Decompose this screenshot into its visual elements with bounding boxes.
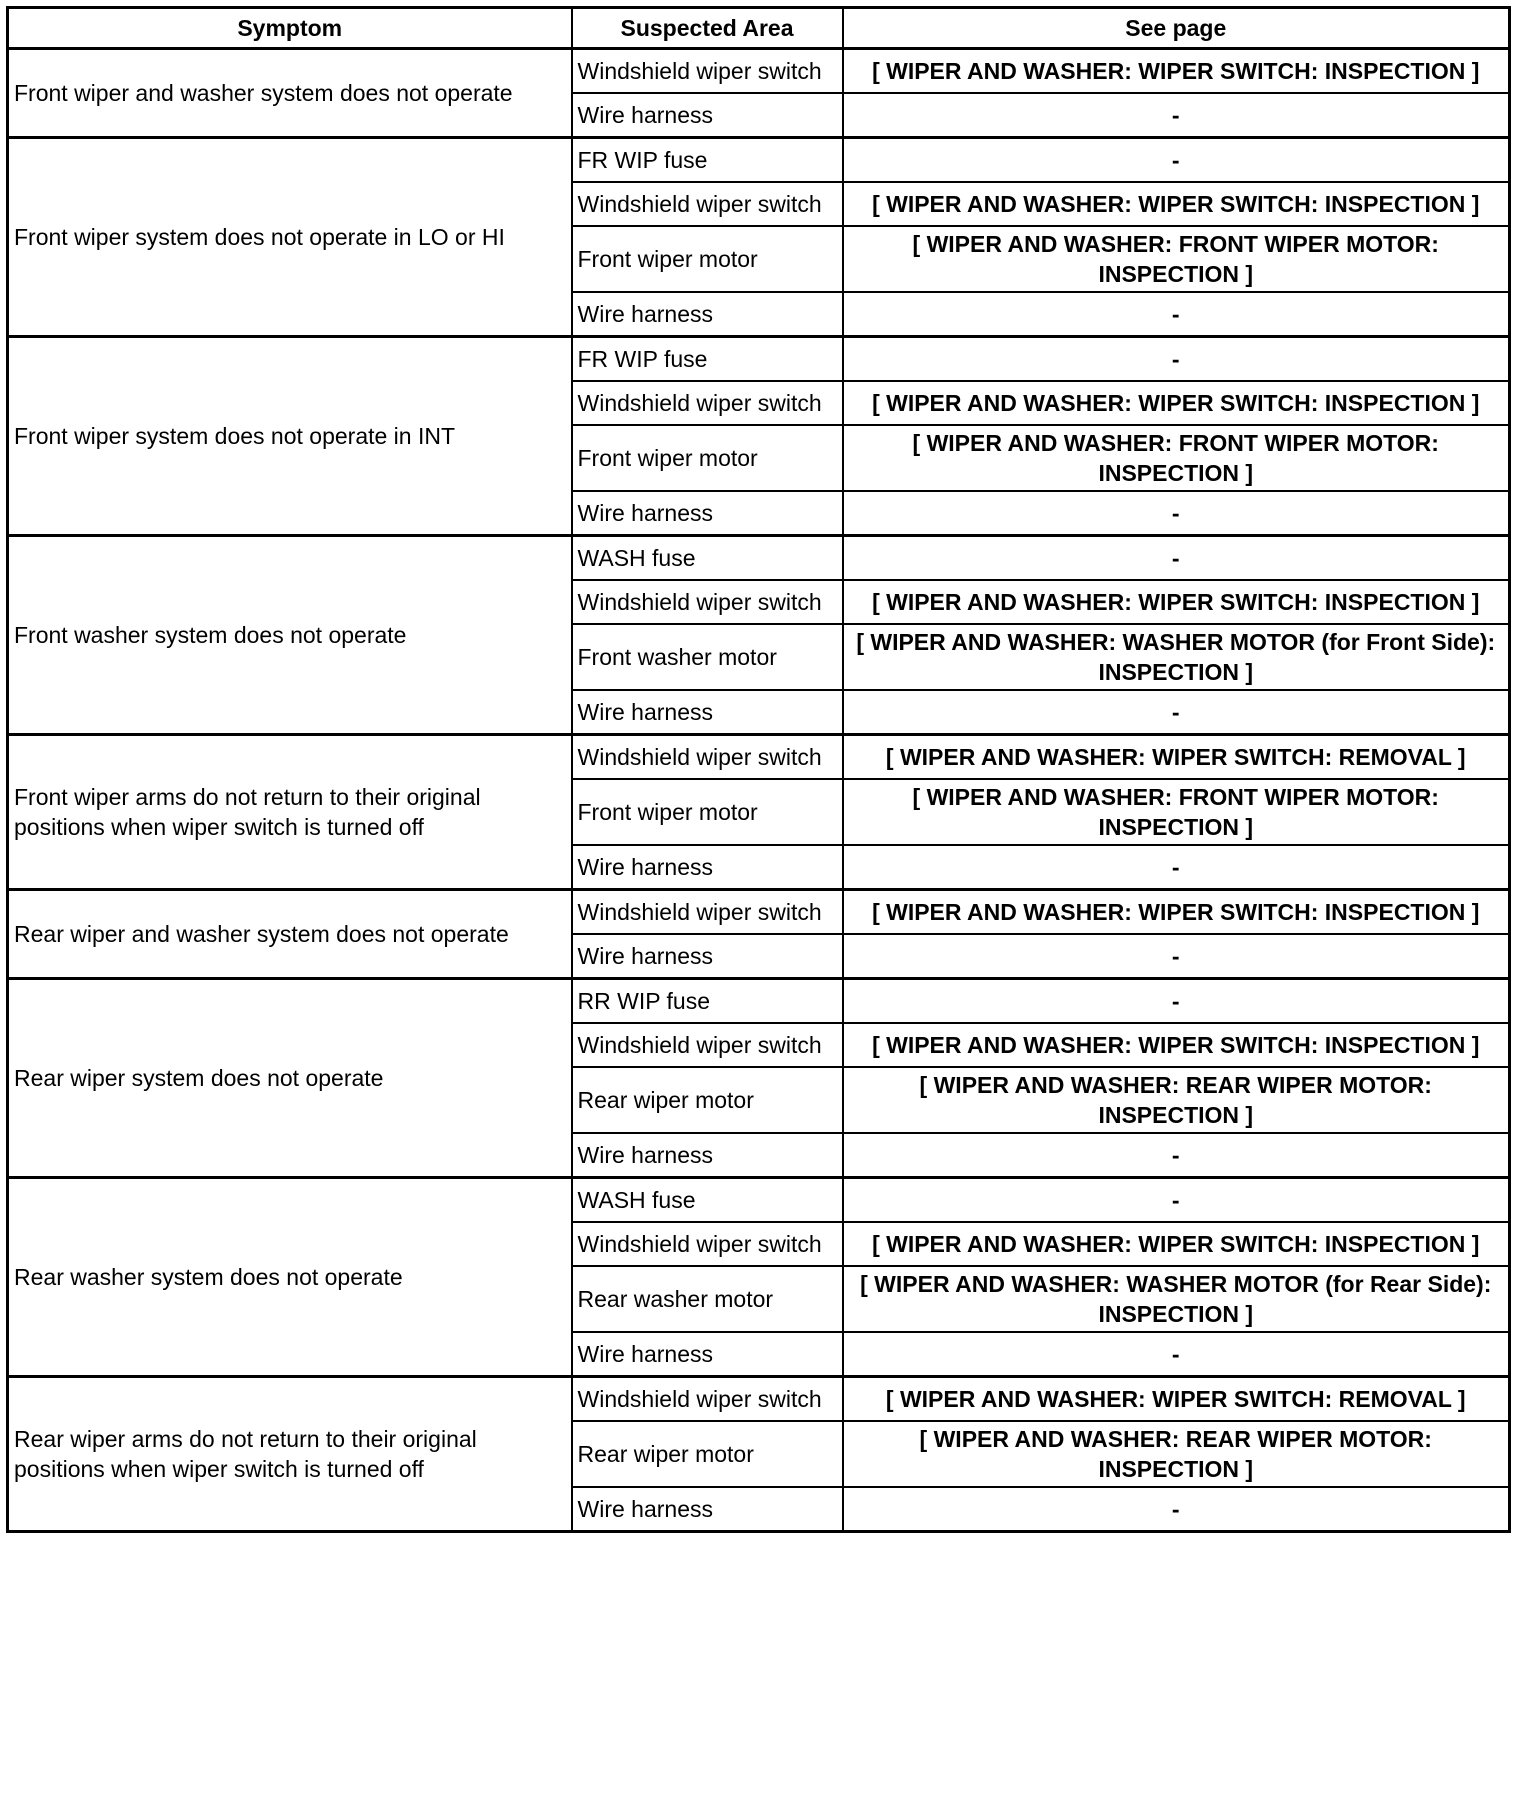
suspected-area-cell: Wire harness bbox=[572, 1487, 843, 1532]
see-page-cell: [ WIPER AND WASHER: WIPER SWITCH: INSPECTION ] bbox=[843, 1023, 1510, 1067]
suspected-area-cell: Front wiper motor bbox=[572, 425, 843, 491]
suspected-area-cell: Windshield wiper switch bbox=[572, 381, 843, 425]
suspected-area-cell: Wire harness bbox=[572, 1332, 843, 1377]
see-page-cell: - bbox=[843, 1178, 1510, 1223]
see-page-cell: [ WIPER AND WASHER: WIPER SWITCH: INSPECTION ] bbox=[843, 1222, 1510, 1266]
suspected-area-cell: Windshield wiper switch bbox=[572, 735, 843, 780]
table-row bbox=[8, 890, 1510, 935]
suspected-area-cell: Wire harness bbox=[572, 1133, 843, 1178]
header-suspected-area: Suspected Area bbox=[572, 8, 843, 49]
suspected-area-cell: RR WIP fuse bbox=[572, 979, 843, 1024]
see-page-cell: - bbox=[843, 93, 1510, 138]
see-page-cell: - bbox=[843, 1332, 1510, 1377]
table-body bbox=[8, 49, 1510, 1532]
header-see-page: See page bbox=[843, 8, 1510, 49]
suspected-area-cell: Front washer motor bbox=[572, 624, 843, 690]
table-row bbox=[8, 49, 1510, 94]
suspected-area-cell: Windshield wiper switch bbox=[572, 1023, 843, 1067]
see-page-cell: - bbox=[843, 491, 1510, 536]
see-page-cell: [ WIPER AND WASHER: WIPER SWITCH: REMOVAL ] bbox=[843, 1377, 1510, 1422]
suspected-area-cell: Front wiper motor bbox=[572, 226, 843, 292]
table-row bbox=[8, 979, 1510, 1024]
suspected-area-cell: Windshield wiper switch bbox=[572, 890, 843, 935]
see-page-cell: [ WIPER AND WASHER: WASHER MOTOR (for Front Side): INSPECTION ] bbox=[843, 624, 1510, 690]
see-page-cell: [ WIPER AND WASHER: WIPER SWITCH: REMOVAL ] bbox=[843, 735, 1510, 780]
suspected-area-cell: Windshield wiper switch bbox=[572, 580, 843, 624]
symptom-cell: Rear wiper and washer system does not operate bbox=[8, 890, 572, 979]
suspected-area-cell: Wire harness bbox=[572, 93, 843, 138]
suspected-area-cell: Windshield wiper switch bbox=[572, 49, 843, 94]
symptom-cell: Rear washer system does not operate bbox=[8, 1178, 572, 1377]
suspected-area-cell: Wire harness bbox=[572, 690, 843, 735]
troubleshooting-table-container bbox=[6, 6, 1511, 1533]
table-header-row bbox=[8, 8, 1510, 49]
symptom-cell: Rear wiper system does not operate bbox=[8, 979, 572, 1178]
header-symptom: Symptom bbox=[8, 8, 572, 49]
suspected-area-cell: Windshield wiper switch bbox=[572, 1222, 843, 1266]
see-page-cell: [ WIPER AND WASHER: WIPER SWITCH: INSPECTION ] bbox=[843, 580, 1510, 624]
see-page-cell: - bbox=[843, 292, 1510, 337]
table-row bbox=[8, 138, 1510, 183]
suspected-area-cell: FR WIP fuse bbox=[572, 138, 843, 183]
see-page-cell: - bbox=[843, 138, 1510, 183]
suspected-area-cell: Front wiper motor bbox=[572, 779, 843, 845]
see-page-cell: [ WIPER AND WASHER: WIPER SWITCH: INSPECTION ] bbox=[843, 49, 1510, 94]
see-page-cell: - bbox=[843, 845, 1510, 890]
suspected-area-cell: WASH fuse bbox=[572, 1178, 843, 1223]
suspected-area-cell: Windshield wiper switch bbox=[572, 182, 843, 226]
table-row bbox=[8, 735, 1510, 780]
suspected-area-cell: Wire harness bbox=[572, 491, 843, 536]
see-page-cell: - bbox=[843, 536, 1510, 581]
see-page-cell: [ WIPER AND WASHER: WASHER MOTOR (for Rear Side): INSPECTION ] bbox=[843, 1266, 1510, 1332]
see-page-cell: [ WIPER AND WASHER: REAR WIPER MOTOR: INSPECTION ] bbox=[843, 1067, 1510, 1133]
see-page-cell: [ WIPER AND WASHER: FRONT WIPER MOTOR: INSPECTION ] bbox=[843, 425, 1510, 491]
suspected-area-cell: Wire harness bbox=[572, 845, 843, 890]
table-row bbox=[8, 1377, 1510, 1422]
table-row bbox=[8, 337, 1510, 382]
suspected-area-cell: Rear washer motor bbox=[572, 1266, 843, 1332]
see-page-cell: [ WIPER AND WASHER: WIPER SWITCH: INSPECTION ] bbox=[843, 890, 1510, 935]
see-page-cell: - bbox=[843, 337, 1510, 382]
suspected-area-cell: Rear wiper motor bbox=[572, 1067, 843, 1133]
suspected-area-cell: Wire harness bbox=[572, 934, 843, 979]
see-page-cell: [ WIPER AND WASHER: FRONT WIPER MOTOR: INSPECTION ] bbox=[843, 226, 1510, 292]
see-page-cell: - bbox=[843, 934, 1510, 979]
suspected-area-cell: Rear wiper motor bbox=[572, 1421, 843, 1487]
symptom-cell: Front wiper system does not operate in INT bbox=[8, 337, 572, 536]
symptom-cell: Front wiper system does not operate in LO or HI bbox=[8, 138, 572, 337]
troubleshooting-table bbox=[6, 6, 1511, 1533]
suspected-area-cell: FR WIP fuse bbox=[572, 337, 843, 382]
see-page-cell: [ WIPER AND WASHER: FRONT WIPER MOTOR: INSPECTION ] bbox=[843, 779, 1510, 845]
see-page-cell: - bbox=[843, 690, 1510, 735]
suspected-area-cell: WASH fuse bbox=[572, 536, 843, 581]
see-page-cell: - bbox=[843, 1487, 1510, 1532]
symptom-cell: Front wiper and washer system does not operate bbox=[8, 49, 572, 138]
see-page-cell: [ WIPER AND WASHER: REAR WIPER MOTOR: INSPECTION ] bbox=[843, 1421, 1510, 1487]
symptom-cell: Front wiper arms do not return to their original positions when wiper switch is turned off bbox=[8, 735, 572, 890]
suspected-area-cell: Windshield wiper switch bbox=[572, 1377, 843, 1422]
table-row bbox=[8, 536, 1510, 581]
see-page-cell: [ WIPER AND WASHER: WIPER SWITCH: INSPECTION ] bbox=[843, 381, 1510, 425]
see-page-cell: - bbox=[843, 1133, 1510, 1178]
suspected-area-cell: Wire harness bbox=[572, 292, 843, 337]
symptom-cell: Rear wiper arms do not return to their original positions when wiper switch is turned off bbox=[8, 1377, 572, 1532]
see-page-cell: [ WIPER AND WASHER: WIPER SWITCH: INSPECTION ] bbox=[843, 182, 1510, 226]
see-page-cell: - bbox=[843, 979, 1510, 1024]
table-row bbox=[8, 1178, 1510, 1223]
symptom-cell: Front washer system does not operate bbox=[8, 536, 572, 735]
